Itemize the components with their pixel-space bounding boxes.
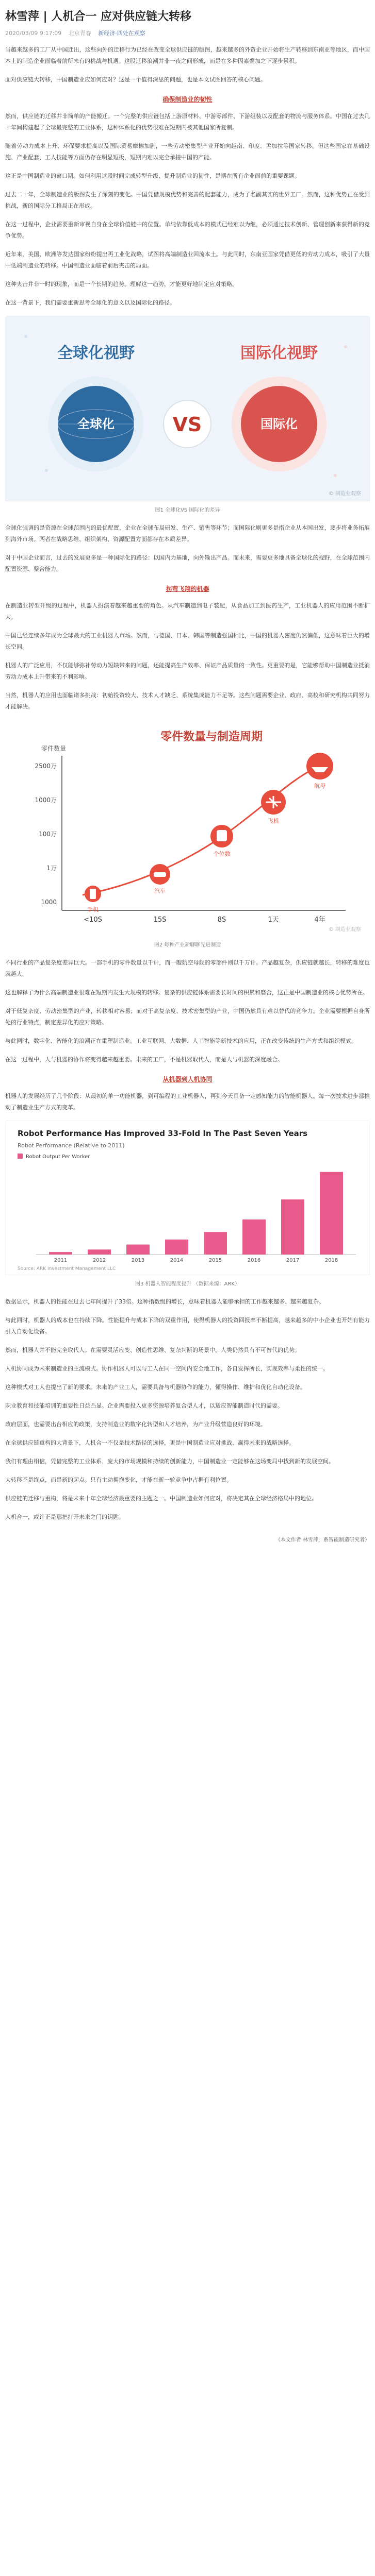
figure2-ylabel: 零件数量 (41, 744, 67, 752)
paragraph: 与此同时，数字化、智能化的浪潮正在重塑制造业。工业互联网、大数据、人工智能等新技术的应用，正在改变传统的生产方式和组织模式。 (5, 1037, 357, 1044)
y-tick: 1000 (41, 898, 57, 906)
left-title: 全球化视野 (57, 344, 135, 362)
legend-label: Robot Output Per Worker (26, 1154, 90, 1160)
paragraph: 然而，供应链的迁移并非简单的产能搬迁。一个完整的供应链包括上游原材料、中游零部件、下游组装以及配套的物流与服务体系。中国在过去几十年间构建起了全球最完整的工业体系，这种体系化的优势很难在短期内被其他国家所复制。 (5, 112, 370, 131)
car-glyph (154, 872, 166, 877)
paragraph: 在这一背景下，我们需要重新思考全球化的意义以及国际化的路径。 (5, 299, 175, 306)
chart-bar (165, 1240, 188, 1255)
x-tick-label: 2014 (170, 1257, 184, 1263)
ship-icon (306, 753, 333, 779)
section-heading: 拐弯飞翔的机器 (166, 585, 209, 592)
point-label: 飞机 (268, 817, 279, 824)
x-tick: 1天 (268, 916, 279, 924)
chart-subheading: Robot Performance (Relative to 2011) (18, 1142, 125, 1149)
figure1-caption: 图1 全球化VS 国际化的差异 (155, 507, 220, 513)
author-footer: （本文作者 林雪萍，系智能制造研究者） (275, 1537, 370, 1543)
section-heading: 确保制造业的韧性 (162, 95, 213, 103)
chart-source-note: Source: ARK Investment Management LLC (18, 1266, 116, 1272)
figure-globalization-vs-internationalization (5, 316, 370, 503)
paragraph: 政府层面，也需要出台相应的政策，支持制造业的数字化转型和人才培养，为产业升级营造良好的环境。 (5, 1420, 266, 1428)
x-tick-label: 2012 (92, 1257, 106, 1263)
figure-parts-vs-cycle (5, 720, 370, 938)
figure2-svg (5, 720, 370, 936)
x-tick-label: 2011 (54, 1257, 68, 1263)
after-figure1-body (5, 522, 370, 575)
paragraph: 这正是中国制造业的窗口期。如何利用这段时间完成转型升级，提升制造业的韧性，是摆在所有企业面前的重要课题。 (5, 172, 300, 179)
y-tick: 2500万 (35, 762, 57, 770)
paragraph: 大转移不是终点，而是新的起点。只有主动拥抱变化，才能在新一轮竞争中占据有利位置。 (5, 1476, 232, 1483)
paragraph: 在全球供应链重构的大背景下，人机合一不仅是技术路径的选择，更是中国制造业应对挑战、赢得未来的战略选择。 (5, 1439, 295, 1446)
paragraph: 供应链的迁移与重构，将是未来十年全球经济最重要的主题之一。中国制造业如何应对，将决定其在全球经济格局中的地位。 (5, 1495, 317, 1502)
chart-bar (204, 1232, 227, 1255)
section3-body (5, 1091, 370, 1113)
point-label: 个位数 (213, 850, 231, 857)
after-chart-body (5, 1296, 370, 1523)
x-tick: 8S (217, 916, 226, 924)
author-name: 北京青春 (68, 29, 91, 37)
figure-robot-performance (5, 1121, 370, 1277)
paragraph: 这也解释了为什么高端制造业很难在短期内发生大规模的转移。复杂的供应链体系需要长时间的积累和磨合，这正是中国制造业的核心优势所在。 (5, 989, 368, 996)
paragraph: 当越来越多的工厂从中国迁出，这些向外的迁移行为已经在改变全球供应链的版图，越来越多的外资企业开始将生产转移到东南亚等地区，而中国本土的制造企业面临着前所未有的挑战与机遇。这股迁移浪潮并非一夜之间形成，而是在多种因素叠加之下逐步累积。 (5, 46, 370, 64)
paragraph: 这种夹击并非一时的现象，而是一个长期的趋势。理解这一趋势，才能更好地制定应对策略。 (5, 280, 238, 287)
legend-swatch (18, 1154, 23, 1159)
x-tick: 15S (153, 916, 167, 924)
paragraph: 全球化强调的是资源在全球范围内的最优配置，企业在全球布局研发、生产、销售等环节；而国际化则更多是指企业从本国出发，逐步将业务拓展到海外市场。两者在战略思维、组织架构、资源配置方面都存在本质差异。 (5, 524, 370, 543)
section-heading: 从机器到人机协同 (162, 1075, 213, 1083)
section2-body (5, 600, 370, 713)
x-tick: 4年 (314, 916, 325, 924)
paragraph: 然而，机器人并不能完全取代人。在需要灵活应变、创造性思维、复杂判断的场景中，人类仍然具有不可替代的优势。 (5, 1346, 300, 1353)
y-tick: 1000万 (35, 796, 57, 804)
intro-section (5, 44, 370, 86)
article-page (0, 9, 375, 1574)
paragraph: 与此同时，机器人的成本也在持续下降。性能提升与成本下降的双重作用，使得机器人的投资回报率不断提高，越来越多的中小企业也开始有能力引入自动化设备。 (5, 1316, 370, 1335)
paragraph: 不同行业的产品复杂度差异巨大。一部手机的零件数量以千计，而一艘航空母舰的零部件则以千万计。产品越复杂，供应链就越长，转移的难度也就越大。 (5, 959, 370, 977)
article-meta (5, 29, 370, 37)
figure1-watermark: © 制造业观察 (328, 490, 361, 497)
paragraph: 人机协同成为未来制造业的主流模式。协作机器人可以与工人在同一空间内安全地工作，各自发挥所长，实现效率与柔性的统一。 (5, 1365, 329, 1372)
chart-bar (49, 1252, 72, 1255)
point-label: 手机 (87, 906, 99, 913)
left-circle-label: 全球化 (77, 416, 115, 431)
paragraph: 在这一过程中，人与机器的协作将变得越来越重要。未来的工厂，不是机器取代人，而是人与机器的深度融合。 (5, 1056, 283, 1063)
chart-bar (242, 1219, 266, 1255)
point-label: 汽车 (154, 887, 166, 894)
publish-date: 2020/03/09 9:17:09 (5, 29, 62, 37)
paragraph: 我们有理由相信，凭借完整的工业体系、庞大的市场规模和持续的创新能力，中国制造业一定能够在这场变局中找到新的发展空间。 (5, 1458, 334, 1465)
x-tick-label: 2017 (286, 1257, 300, 1263)
train-glyph (217, 830, 227, 841)
robot-performance-chart (5, 1121, 370, 1275)
figure3-caption: 图3 机器人智能程度提升 （数据来源：ARK） (135, 1281, 240, 1287)
article-title: 林雪萍 | 人机合一 应对供应链大转移 (5, 10, 192, 23)
paragraph: 在制造业转型升级的过程中，机器人扮演着越来越重要的角色。从汽车制造到电子装配，从食品加工到医药生产，工业机器人的应用范围不断扩大。 (5, 602, 370, 620)
section1-body (5, 111, 370, 309)
paragraph: 数据显示，机器人的性能在过去七年间提升了33倍。这种指数级的增长，意味着机器人能够承担的工作越来越多、越来越复杂。 (5, 1298, 324, 1305)
paragraph: 人机合一，或许正是那把打开未来之门的钥匙。 (5, 1513, 124, 1520)
chart-heading: Robot Performance Has Improved 33-Fold In The Past Seven Years (18, 1128, 308, 1138)
right-circle-label: 国际化 (260, 416, 298, 431)
paragraph: 对于低复杂度、劳动密集型的产业，转移相对容易；而对于高复杂度、技术密集型的产业，中国仍然具有难以替代的竞争力。企业需要根据自身所处的行业特点，制定差异化的应对策略。 (5, 1007, 370, 1026)
paragraph: 面对供应链大转移，中国制造业应如何应对？这是一个值得深思的问题，也是本文试图回答的核心问题。 (5, 76, 266, 83)
figure2-watermark: © 制造业观察 (328, 926, 361, 933)
paragraph: 随着劳动力成本上升、环保要求提高以及国际贸易摩擦加剧，一些劳动密集型产业开始向越南、印度、孟加拉等国家转移。但这些国家在基础设施、产业配套、工人技能等方面仍存在明显短板，短期内难以完全承接中国的产能。 (5, 142, 370, 161)
paragraph: 机器人的广泛应用，不仅能够弥补劳动力短缺带来的问题，还能提高生产效率、保证产品质量的一致性。更重要的是，它能够帮助中国制造业抵消劳动力成本上升带来的不利影响。 (5, 662, 370, 680)
chart-bar (126, 1244, 150, 1254)
phone-glyph (90, 889, 96, 899)
x-tick-label: 2016 (247, 1257, 261, 1263)
paragraph: 对于中国企业而言，过去的发展更多是一种国际化的路径：以国内为基地，向外输出产品。而未来，需要更多地具备全球化的视野，在全球范围内配置资源、整合能力。 (5, 554, 370, 572)
source-link[interactable]: 新经济·四处在观察 (98, 29, 145, 37)
vs-label: VS (172, 413, 202, 436)
y-tick: 1万 (46, 864, 57, 872)
x-tick-label: 2013 (131, 1257, 145, 1263)
x-tick: <10S (84, 916, 102, 924)
figure2-background (5, 720, 370, 936)
paragraph: 当然，机器人的应用也面临诸多挑战：初始投资较大、技术人才缺乏、系统集成能力不足等。这些问题需要企业、政府、高校和研究机构共同努力才能解决。 (5, 691, 370, 710)
chart-bar (281, 1199, 304, 1255)
figure2-title: 零件数量与制造周期 (160, 730, 263, 743)
paragraph: 机器人的发展经历了几个阶段：从最初的单一功能机器，到可编程的工业机器人，再到今天具备一定感知能力的智能机器人。每一次技术进步都推动了制造业生产方式的变革。 (5, 1092, 370, 1111)
right-title: 国际化视野 (240, 344, 318, 362)
paragraph: 这种模式对工人也提出了新的要求。未来的产业工人，需要具备与机器协作的能力，懂得操作、维护和优化自动化设备。 (5, 1383, 306, 1391)
y-tick: 100万 (39, 830, 57, 838)
paragraph: 在这一过程中，企业需要重新审视自身在全球价值链中的位置。单纯依靠低成本的模式已经难以为继，必须通过技术创新、管理创新来获得新的竞争优势。 (5, 221, 370, 239)
chart-bar (320, 1172, 343, 1254)
figure1-svg (5, 316, 370, 501)
paragraph: 中国已经连续多年成为全球最大的工业机器人市场。然而，与德国、日本、韩国等制造强国相比，中国的机器人密度仍然偏低，这意味着巨大的增长空间。 (5, 632, 370, 650)
paragraph: 近年来，美国、欧洲等发达国家纷纷提出再工业化战略，试图将高端制造业回流本土。与此同时，东南亚国家凭借更低的劳动力成本，吸引了大量中低端制造业的转移。中国制造业面临着前后夹击的局面。 (5, 250, 370, 269)
after-figure2-body (5, 957, 370, 1065)
paragraph: 职业教育和技能培训的重要性日益凸显。企业需要投入更多资源培养复合型人才，以适应智能制造时代的需要。 (5, 1402, 283, 1409)
point-label: 航母 (314, 782, 325, 789)
x-tick-label: 2018 (324, 1257, 338, 1263)
figure2-caption: 图2 每种产业新聊聊先进制造 (154, 942, 221, 948)
paragraph: 过去二十年，全球制造业的版图发生了深刻的变化。中国凭借规模优势和完善的配套能力，成为了名副其实的世界工厂。然而，这种优势正在受到挑战，新的国际分工格局正在形成。 (5, 191, 370, 209)
chart-bar (88, 1249, 111, 1255)
x-tick-label: 2015 (208, 1257, 222, 1263)
